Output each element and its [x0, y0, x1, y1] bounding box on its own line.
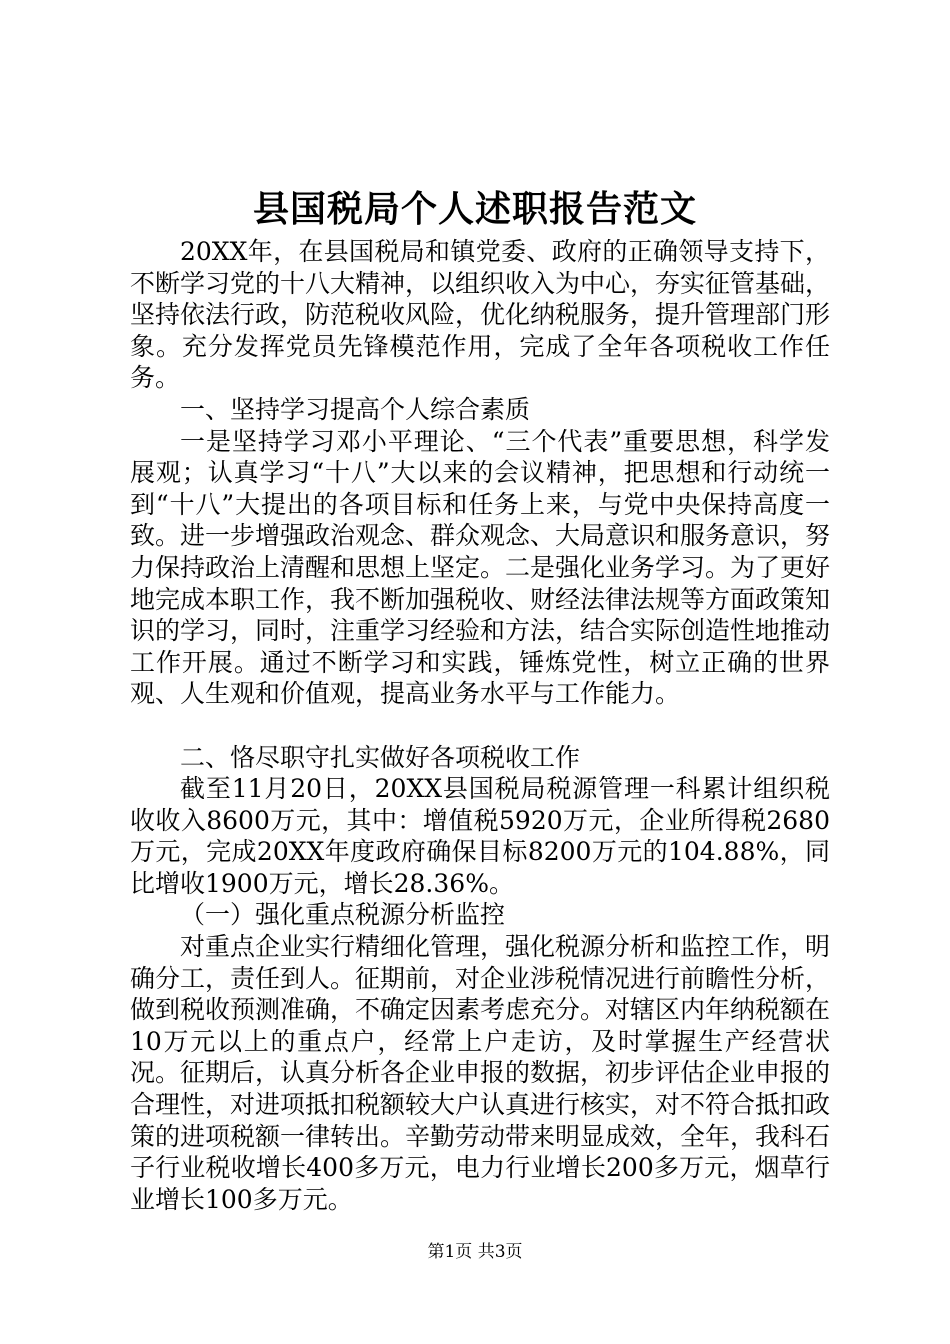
section-1-paragraph: 一是坚持学习邓小平理论、“三个代表”重要思想，科学发展观；认真学习“十八”大以来的会议精神，把思想和行动统一到“十八”大提出的各项目标和任务上来，与党中央保持高度一致。进一步增强政治观念、群众观念、大局意识和服务意识，努力保持政治上清醒和思想上坚定。二是强化业务学习。为了更好地完成本职工作，我不断加强税收、财经法律法规等方面政策知识的学习，同时，注重学习经验和方法，结合实际创造性地推动工作开展。通过不断学习和实践，锤炼党性，树立正确的世界观、人生观和价值观，提高业务水平与工作能力。 — [130, 426, 831, 709]
page-footer: 第1页 共3页 — [427, 1242, 523, 1262]
paragraph-spacer — [130, 710, 830, 742]
document-body — [130, 236, 830, 1215]
section-2-paragraph: 截至11月20日，20XX县国税局税源管理一科累计组织税收收入8600万元，其中：增值税5920万元，企业所得税2680万元，完成20XX年度政府确保目标8200万元的104.88%，同比增收1900万元，增长28.36%。 — [130, 774, 830, 898]
section-heading-1: 一、坚持学习提高个人综合素质 — [180, 394, 531, 424]
subsection-1-paragraph: 对重点企业实行精细化管理，强化税源分析和监控工作，明确分工，责任到人。征期前，对企业涉税情况进行前瞻性分析，做到税收预测准确，不确定因素考虑充分。对辖区内年纳税额在10万元以上的重点户，经常上户走访，及时掌握生产经营状况。征期后，认真分析各企业申报的数据，初步评估企业申报的合理性，对进项抵扣税额较大户认真进行核实，对不符合抵扣政策的进项税额一律转出。辛勤劳动带来明显成效，全年，我科石子行业税收增长400多万元，电力行业增长200多万元，烟草行业增长100多万元。 — [130, 932, 831, 1214]
document-title: 县国税局个人述职报告范文 — [252, 188, 697, 230]
intro-paragraph: 20XX年，在县国税局和镇党委、政府的正确领导支持下，不断学习党的十八大精神，以组织收入为中心，夯实征管基础，坚持依法行政，防范税收风险，优化纳税服务，提升管理部门形象。充分发挥党员先锋模范作用，完成了全年各项税收工作任务。 — [130, 237, 831, 393]
subsection-heading-1: （一）强化重点税源分析监控 — [180, 900, 506, 930]
section-heading-2: 二、恪尽职守扎实做好各项税收工作 — [180, 742, 581, 772]
